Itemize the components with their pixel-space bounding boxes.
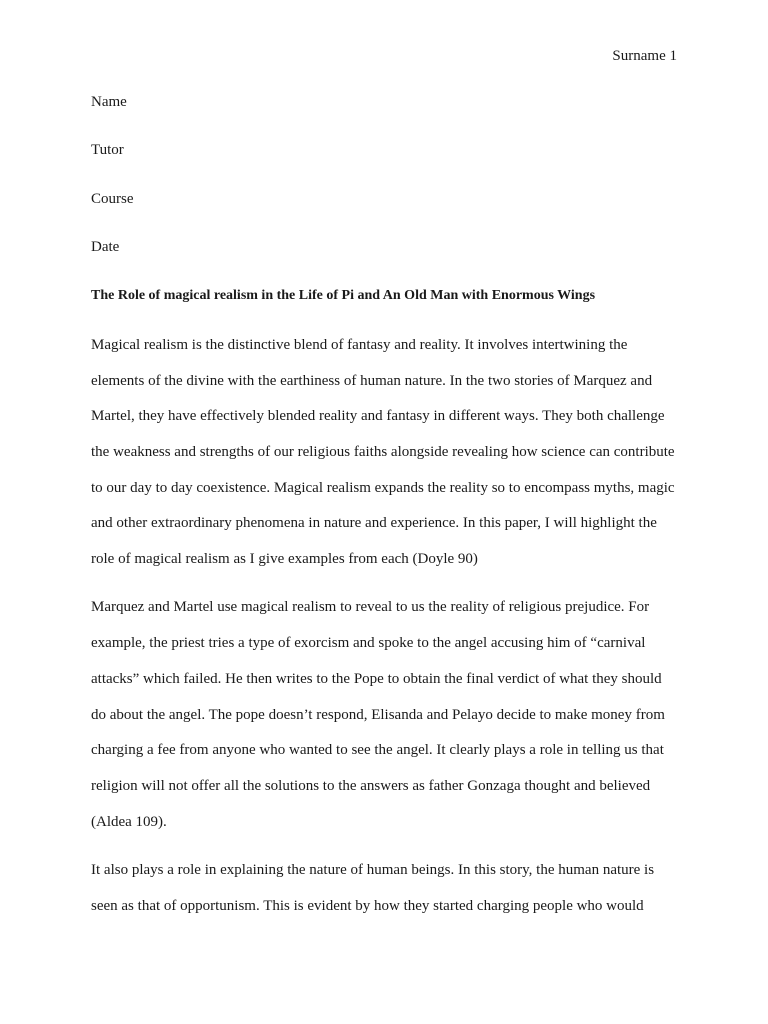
- paragraph-line: Martel, they have effectively blended reality and fantasy in different ways. They both challenge: [91, 408, 665, 424]
- paragraph-line: to our day to day coexistence. Magical realism expands the reality so to encompass myths, magic: [91, 480, 675, 496]
- paragraph-line: role of magical realism as I give examples from each (Doyle 90): [91, 551, 478, 567]
- paragraph-line: seen as that of opportunism. This is evident by how they started charging people who would: [91, 898, 644, 914]
- paragraph-line: example, the priest tries a type of exorcism and spoke to the angel accusing him of “carnival: [91, 635, 646, 651]
- paragraph-line: do about the angel. The pope doesn’t respond, Elisanda and Pelayo decide to make money from: [91, 707, 665, 723]
- running-head: Surname 1: [612, 48, 677, 64]
- student-name-line: Name: [91, 94, 127, 110]
- tutor-line: Tutor: [91, 142, 124, 158]
- paragraph-line: charging a fee from anyone who wanted to see the angel. It clearly plays a role in telling us that: [91, 742, 664, 758]
- paragraph-line: attacks” which failed. He then writes to the Pope to obtain the final verdict of what they should: [91, 671, 662, 687]
- course-line: Course: [91, 191, 134, 207]
- paragraph-line: and other extraordinary phenomena in nature and experience. In this paper, I will highlight the: [91, 515, 657, 531]
- paragraph-line: Marquez and Martel use magical realism to reveal to us the reality of religious prejudice. For: [91, 599, 650, 615]
- paragraph-line: Magical realism is the distinctive blend of fantasy and reality. It involves intertwining the: [91, 337, 628, 353]
- paragraph-line: It also plays a role in explaining the nature of human beings. In this story, the human nature is: [91, 862, 655, 878]
- paragraph-line: (Aldea 109).: [91, 814, 167, 830]
- essay-title: The Role of magical realism in the Life of Pi and An Old Man with Enormous Wings: [91, 288, 596, 303]
- paragraph-line: elements of the divine with the earthiness of human nature. In the two stories of Marquez and: [91, 373, 653, 389]
- paragraph-line: the weakness and strengths of our religious faiths alongside revealing how science can contribute: [91, 444, 675, 460]
- paragraph-line: religion will not offer all the solutions to the answers as father Gonzaga thought and believed: [91, 778, 651, 794]
- date-line: Date: [91, 239, 120, 255]
